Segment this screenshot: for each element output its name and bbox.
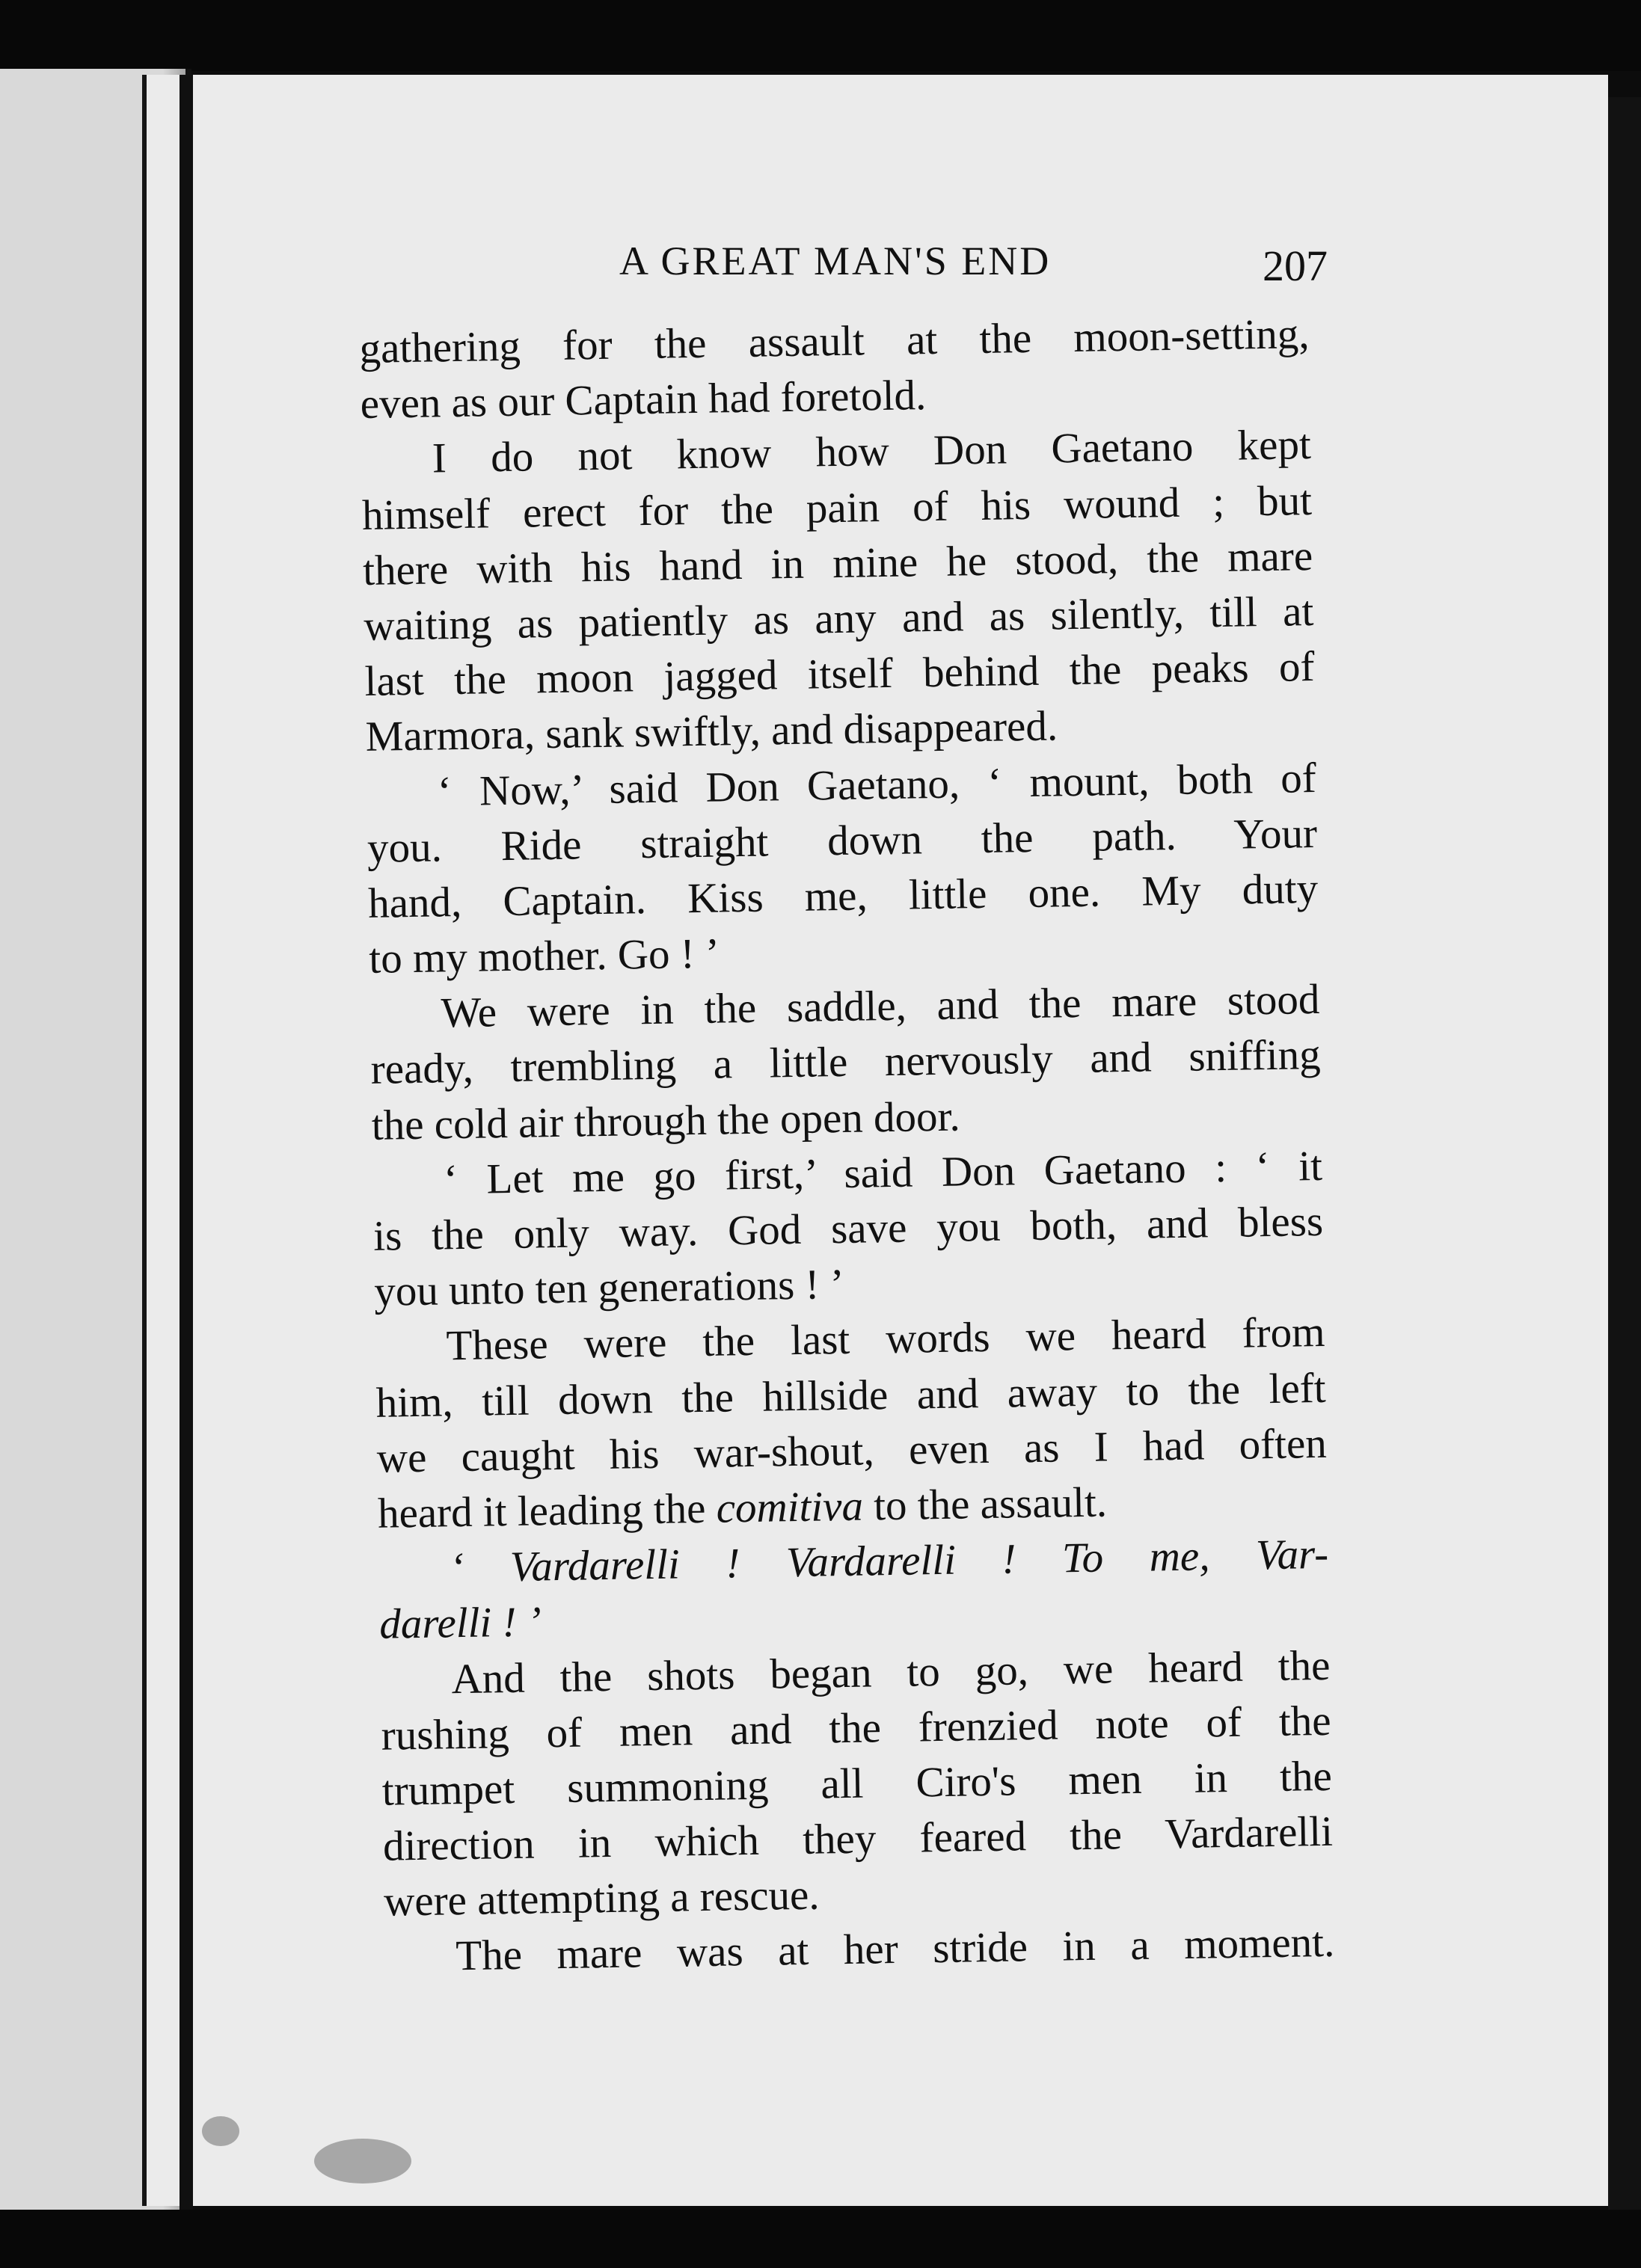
scan-bottom-border <box>0 2210 1641 2268</box>
italic-war-shout-line: ‘ Vardarelli ! Vardarelli ! To me, Var- <box>449 1530 1329 1592</box>
italic-war-shout-line: darelli ! ’ <box>378 1598 542 1649</box>
text-line: the cold air through the open door. <box>371 1092 961 1149</box>
running-header <box>619 238 1479 298</box>
page-gutter <box>180 75 193 2213</box>
text-fragment: to the assault. <box>862 1478 1108 1530</box>
text-line: himself erect for the pain of his wound ; but <box>361 476 1313 539</box>
text-line: last the moon jagged itself behind the peaks of <box>364 643 1315 706</box>
scan-top-border <box>0 0 1641 71</box>
text-line: ready, trembling a little nervously and sniffing <box>370 1031 1322 1094</box>
text-line: is the only way. God save you both, and bless <box>372 1197 1324 1260</box>
ink-smudge <box>314 2139 411 2184</box>
text-line: you. Ride straight down the path. Your <box>366 809 1318 872</box>
text-line: hand, Captain. Kiss me, little one. My duty <box>367 864 1319 927</box>
text-line: These were the last words we heard from <box>446 1309 1325 1370</box>
scan-right-border <box>1608 97 1641 2221</box>
text-line: direction in which they feared the Vardarelli <box>382 1807 1334 1870</box>
text-line: We were in the saddle, and the mare stood <box>441 976 1320 1037</box>
text-line: I do not know how Don Gaetano kept <box>432 421 1312 482</box>
text-line: Marmora, sank swiftly, and disappeared. <box>365 702 1058 761</box>
text-line: waiting as patiently as any and as silently, till at <box>363 587 1314 650</box>
text-line: you unto ten generations ! ’ <box>373 1261 845 1316</box>
text-line: there with his hand in mine he stood, the mare <box>362 532 1313 594</box>
text-line: were attempting a rescue. <box>383 1871 820 1926</box>
text-line: rushing of men and the frenzied note of the <box>381 1697 1332 1760</box>
body-text <box>359 307 1335 1985</box>
running-title: A GREAT MAN'S END <box>619 239 1052 283</box>
ink-smudge <box>202 2116 239 2146</box>
page-number: 207 <box>1263 242 1328 290</box>
text-line: him, till down the hillside and away to the left <box>375 1364 1327 1427</box>
text-line: even as our Captain had foretold. <box>360 372 927 428</box>
text-line: gathering for the assault at the moon-setting, <box>359 310 1310 372</box>
text-line: to my mother. Go ! ’ <box>368 929 720 983</box>
text-line: ‘ Now,’ said Don Gaetano, ‘ mount, both of <box>437 754 1317 815</box>
text-line: trumpet summoning all Ciro's men in the <box>381 1752 1333 1815</box>
text-line: The mare was at her stride in a moment. <box>455 1919 1335 1980</box>
italic-word-comitiva: comitiva <box>716 1482 864 1532</box>
text-fragment: heard it leading the <box>377 1484 717 1537</box>
text-line: we caught his war-shout, even as I had often <box>376 1419 1328 1482</box>
text-line: And the shots began to go, we heard the <box>451 1641 1331 1703</box>
text-line: ‘ Let me go first,’ said Don Gaetano : ‘ it <box>443 1142 1323 1204</box>
